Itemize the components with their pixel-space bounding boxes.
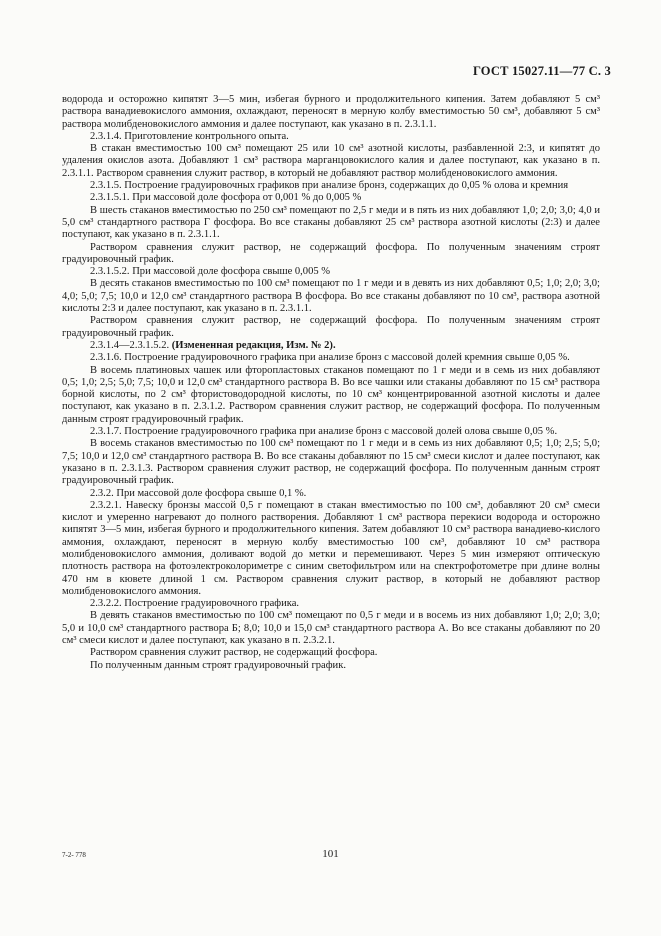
page-number: 101	[322, 848, 339, 860]
section-heading: 2.3.1.5.1. При массовой доле фосфора от 0,001 % до 0,005 %	[90, 192, 362, 204]
document-body	[62, 94, 600, 672]
section-heading: 2.3.1.7. Построение градуировочного графика при анализе бронз с массовой долей олова свыше 0,05 %.	[90, 426, 558, 438]
section-heading: 2.3.1.5.2. При массовой доле фосфора свыше 0,005 %	[90, 266, 331, 278]
section-heading: 2.3.1.6. Построение градуировочного графика при анализе бронз с массовой долей кремния свыше 0,05 %.	[90, 352, 570, 364]
paragraph: Раствором сравнения служит раствор, не содержащий фосфора. По полученным значениям строят градуировочный график.	[62, 241, 600, 265]
paragraph: В десять стаканов вместимостью по 100 см³ помещают по 1 г меди и в девять из них добавляют 0,5; 1,0; 2,0; 3,0; 4,0; 5,0; 7,5; 10,0 и 12,0 см³ стандартного раствора В фосфора. Во все стаканы добавляют по 10 см³, раствора азотной кислоты 2:3 и далее поступают, как указано в п. 2.3.1.1.	[62, 278, 600, 315]
print-mark: 7-2- 778	[62, 851, 86, 859]
paragraph: В восемь стаканов вместимостью по 100 см³ помещают по 1 г меди и в семь из них добавляют 0,5; 1,0; 2,5; 5,0; 7,5; 10,0 и 12,0 см³ стандартного раствора В. Во все стаканы добавляют по 15 см³ смеси кислот и далее поступают, как указано в п. 2.3.1.3. Раствором сравнения служит раствор, не содержащий фосфора. По полученным данным строят градуировочный график.	[62, 438, 600, 487]
revision-note-ref: 2.3.1.4—2.3.1.5.2.	[90, 339, 170, 351]
paragraph: В стакан вместимостью 100 см³ помещают 25 или 10 см³ азотной кислоты, разбавленной 2:3, и кипятят до удаления окислов азота. Добавляют 1 см³ раствора марганцовокислого калия и далее поступают, как указано в п. 2.3.1.1. Раствором сравнения служит раствор, в который не добавляют раствор молибденовокислого аммония.	[62, 143, 600, 179]
paragraph: Раствором сравнения служит раствор, не содержащий фосфора.	[90, 647, 378, 659]
section-heading: 2.3.2. При массовой доле фосфора свыше 0,1 %.	[90, 487, 307, 499]
paragraph: В восемь платиновых чашек или фторопластовых стаканов помещают по 1 г меди и в семь из них добавляют 0,5; 1,0; 2,5; 5,0; 7,5; 10,0 и 12,0 см³ стандартного раствора В. Во все чашки или стаканы добавляют по 15 см³ раствора борной кислоты, по 2 см³ фтористоводородной кислоты, по 10 см³ концентрированной азотной кислоты и далее поступают, как указано в п. 2.3.1.2. Раствором сравнения служит раствор, не содержащий фосфора. По полученным данным строят градуировочный график.	[62, 364, 600, 425]
section-heading: 2.3.1.4. Приготовление контрольного опыта.	[90, 130, 289, 142]
paragraph: 2.3.2.1. Навеску бронзы массой 0,5 г помещают в стакан вместимостью по 100 см³, добавляют 20 см³ смеси кислот и умеренно нагревают до полного растворения. Добавляют 1 см³ раствора перекиси водорода и осторожно кипятят 3—5 мин, избегая бурного и продолжительного кипения. Затем добавляют 10 см³ раствора ванадиево-кислого аммония, охлаждают, переносят в мерную колбу вместимостью 100 см³, добавляют 10 см³ раствора молибденовокислого аммония, доливают водой до метки и перемешивают. Через 5 мин измеряют оптическую плотность раствора на фотоэлектроколориметре с синим светофильтром или на спектрофотометре при длине волны 470 нм в кювете длиной 1 см. Раствором сравнения служит раствор, в который не добавляют раствор молибденовокислого аммония.	[62, 499, 600, 597]
paragraph: В девять стаканов вместимостью по 100 см³ помещают по 0,5 г меди и в восемь из них добавляют 1,0; 2,0; 3,0; 5,0 и 10,0 см³ стандартного раствора Б; 8,0; 10,0 и 15,0 см³ стандартного раствора А. Во все стаканы добавляют по 20 см³ смеси кислот и далее поступают, как указано в п. 2.3.2.1.	[62, 610, 600, 647]
page-header: ГОСТ 15027.11—77 С. 3	[472, 64, 611, 78]
paragraph: По полученным данным строят градуировочный график.	[90, 659, 346, 671]
section-heading: 2.3.2.2. Построение градуировочного графика.	[90, 598, 300, 610]
revision-note-bold: (Измененная редакция, Изм. № 2).	[169, 339, 336, 351]
revision-note	[62, 340, 600, 352]
paragraph: Раствором сравнения служит раствор, не содержащий фосфора. По полученным значениям строят градуировочный график.	[62, 315, 600, 339]
section-heading: 2.3.1.5. Построение градуировочных графиков при анализе бронз, содержащих до 0,05 % олова и кремния	[90, 180, 569, 192]
paragraph: водорода и осторожно кипятят 3—5 мин, избегая бурного и продолжительного кипения. Затем добавляют 5 см³ раствора ванадиевокислого аммония, охлаждают, переносят в мерную колбу вместимостью 50 см³, добавляют 5 см³ раствора молибденовокислого аммония и далее поступают, как указано в п. 2.3.1.1.	[62, 94, 600, 130]
paragraph: В шесть стаканов вместимостью по 250 см³ помещают по 2,5 г меди и в пять из них добавляют 1,0; 2,0; 3,0; 4,0 и 5,0 см³ стандартного раствора Г фосфора. Во все стаканы добавляют 25 см³ раствора азотной кислоты (2:3) и далее поступают, как указано в п. 2.3.1.1.	[62, 204, 600, 241]
